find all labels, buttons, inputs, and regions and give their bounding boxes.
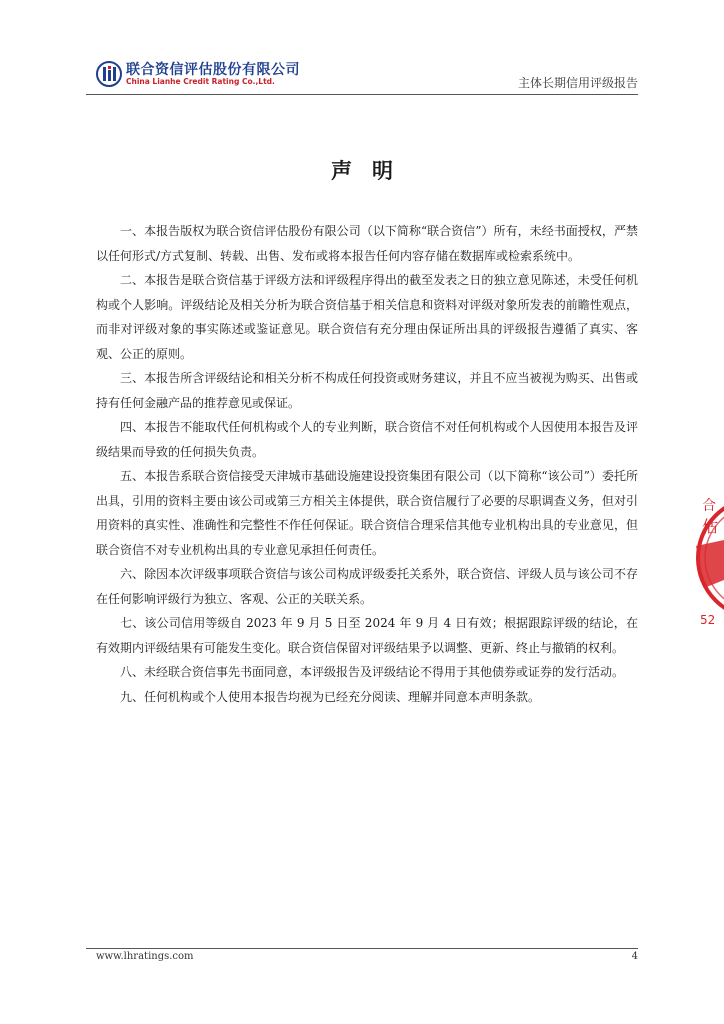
report-type: 主体长期信用评级报告 [517, 76, 638, 90]
company-seal-stamp [696, 488, 724, 628]
page-header [96, 58, 638, 92]
statement-body [96, 219, 638, 709]
statement-paragraph-8: 八、未经联合资信事先书面同意，本评级报告及评级结论不得用于其他债券或证券的发行活动。 [120, 665, 625, 679]
statement-paragraph-3: 三、本报告所含评级结论和相关分析不构成任何投资或财务建议，并且不应当被视为购买、出售或持有任何金融产品的推荐意见或保证。 [96, 371, 638, 410]
statement-paragraph-4: 四、本报告不能取代任何机构或个人的专业判断，联合资信不对任何机构或个人因使用本报告及评级结果而导致的任何损失负责。 [96, 420, 638, 459]
svg-text:合: 合 [702, 498, 716, 514]
page-title: 声明 [331, 158, 413, 183]
svg-text:估: 估 [702, 517, 719, 536]
company-name-en: China Lianhe Credit Rating Co.,Ltd. [126, 77, 275, 86]
footer-divider [86, 948, 638, 949]
footer-website: www.lhratings.com [96, 951, 194, 962]
statement-paragraph-6: 六、除因本次评级事项联合资信与该公司构成评级委托关系外，联合资信、评级人员与该公司不存在任何影响评级行为独立、客观、公正的关联关系。 [96, 567, 638, 606]
statement-paragraph-7: 七、该公司信用等级自 2023 年 9 月 5 日至 2024 年 9 月 4 日有效；根据跟踪评级的结论，在有效期内评级结果有可能发生变化。联合资信保留对评级结果予以调整、更新、终止与撤销的权利。 [96, 616, 638, 655]
header-divider [86, 94, 638, 95]
statement-paragraph-9: 九、任何机构或个人使用本报告均视为已经充分阅读、理解并同意本声明条款。 [120, 689, 541, 704]
statement-paragraph-1: 一、本报告版权为联合资信评估股份有限公司（以下简称“联合资信”）所有，未经书面授权，严禁以任何形式/方式复制、转载、出售、发布或将本报告任何内容存储在数据库或检索系统中。 [96, 224, 638, 263]
company-logo-icon [96, 61, 122, 87]
statement-paragraph-5: 五、本报告系联合资信接受天津城市基础设施建设投资集团有限公司（以下简称“该公司”）委托所出具，引用的资料主要由该公司或第三方相关主体提供，联合资信履行了必要的尽职调查义务，但对引用资料的真实性、准确性和完整性不作任何保证。联合资信合理采信其他专业机构出具的专业意见，但联合资信不对专业机构出具的专业意见承担任何责任。 [96, 469, 638, 557]
statement-paragraph-2: 二、本报告是联合资信基于评级方法和评级程序得出的截至发表之日的独立意见陈述，未受任何机构或个人影响。评级结论及相关分析为联合资信基于相关信息和资料对评级对象所发表的前瞻性观点，而非对评级对象的事实陈述或鉴证意见。联合资信有充分理由保证所出具的评级报告遵循了真实、客观、公正的原则。 [96, 273, 638, 361]
company-name-cn: 联合资信评估股份有限公司 [126, 62, 300, 78]
svg-text:52: 52 [700, 613, 716, 627]
page-number: 4 [631, 951, 638, 962]
